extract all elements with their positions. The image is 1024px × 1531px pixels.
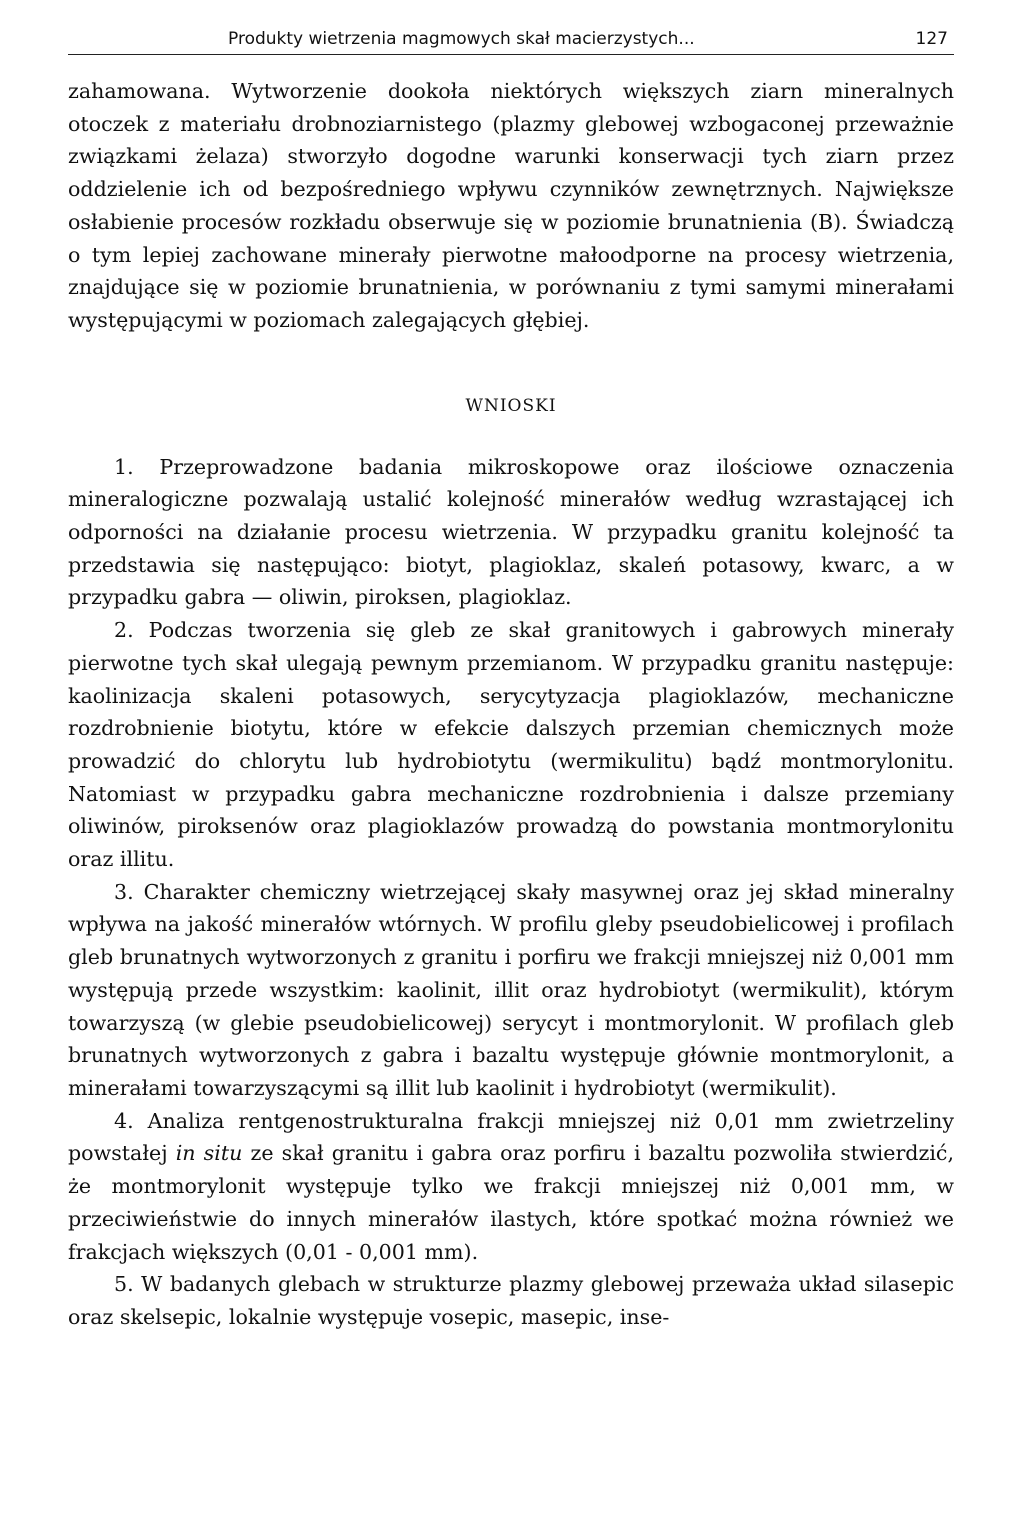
conclusion-5: 5. W badanych glebach w strukturze plazmy glebowej przeważa układ silasepic oraz skelsepic, lokalnie występuje vosepic, masepic, inse-: [68, 1272, 954, 1329]
body-text: [68, 75, 954, 1334]
running-title: Produkty wietrzenia magmowych skał macierzystych...: [228, 29, 695, 49]
conclusion-2: 2. Podczas tworzenia się gleb ze skał granitowych i gabrowych minerały pierwotne tych skał ulegają pewnym przemianom. W przypadku granitu następuje: kaolinizacja skaleni potasowych, serycytyzacja plagioklazów, mechaniczne rozdrobnienie biotytu, które w efekcie dalszych przemian chemicznych może prowadzić do chlorytu lub hydrobiotytu (wermikulitu) bądź montmorylonitu. Natomiast w przypadku gabra mechaniczne rozdrobnienia i dalsze przemiany oliwinów, piroksenów oraz plagioklazów prowadzą do powstania montmorylonitu oraz illitu.: [68, 618, 954, 872]
page-number: 127: [915, 29, 948, 49]
conclusion-4-italic: in situ: [175, 1141, 243, 1166]
conclusion-4-part-1: 4. Analiza rentgenostrukturalna frakcji mniejszej niż 0,01 mm zwietrzeliny powstałej: [68, 1108, 954, 1166]
conclusion-3: 3. Charakter chemiczny wietrzejącej skały masywnej oraz jej skład mineralny wpływa na jakość minerałów wtórnych. W profilu gleby pseudobielicowej i profilach gleb brunatnych wytworzonych z granitu i porfiru we frakcji mniejszej niż 0,001 mm występują przede wszystkim: kaolinit, illit oraz hydrobiotyt (wermikulit), którym towarzyszą (w glebie pseudobielicowej) serycyt i montmorylonit. W profilach gleb brunatnych wytworzonych z gabra i bazaltu występuje głównie montmorylonit, a minerałami towarzyszącymi są illit lub kaolinit i hydrobiotyt (wermikulit).: [68, 879, 954, 1100]
conclusion-1: 1. Przeprowadzone badania mikroskopowe oraz ilościowe oznaczenia mineralogiczne pozwalają ustalić kolejność minerałów według wzrastającej ich odporności na działanie procesu wietrzenia. W przypadku granitu kolejność ta przedstawia się następująco: biotyt, plagioklaz, skaleń potasowy, kwarc, a w przypadku gabra — oliwin, piroksen, plagioklaz.: [68, 454, 954, 610]
intro-paragraph: zahamowana. Wytworzenie dookoła niektórych większych ziarn mineralnych otoczek z materiału drobnoziarnistego (plazmy glebowej wzbogaconej przeważnie związkami żelaza) stworzyło dogodne warunki konserwacji tych ziarn przez oddzielenie ich od bezpośredniego wpływu czynników zewnętrznych. Największe osłabienie procesów rozkładu obserwuje się w poziomie brunatnienia (B). Świadczą o tym lepiej zachowane minerały pierwotne małoodporne na procesy wietrzenia, znajdujące się w poziomie brunatnienia, w porównaniu z tymi samymi minerałami występującymi w poziomach zalegających głębiej.: [68, 79, 954, 332]
conclusion-4: [68, 1105, 954, 1269]
running-header: [68, 24, 954, 55]
page: [68, 24, 954, 1334]
section-heading: WNIOSKI: [465, 395, 557, 416]
conclusion-4-part-2: ze skał granitu i gabra oraz porfiru i bazaltu pozwoliła stwierdzić, że montmorylonit występuje tylko we frakcji mniejszej niż 0,001 mm, w przeciwieństwie do innych minerałów ilastych, które spotkać można również we frakcjach większych (0,01 - 0,001 mm).: [68, 1141, 954, 1264]
